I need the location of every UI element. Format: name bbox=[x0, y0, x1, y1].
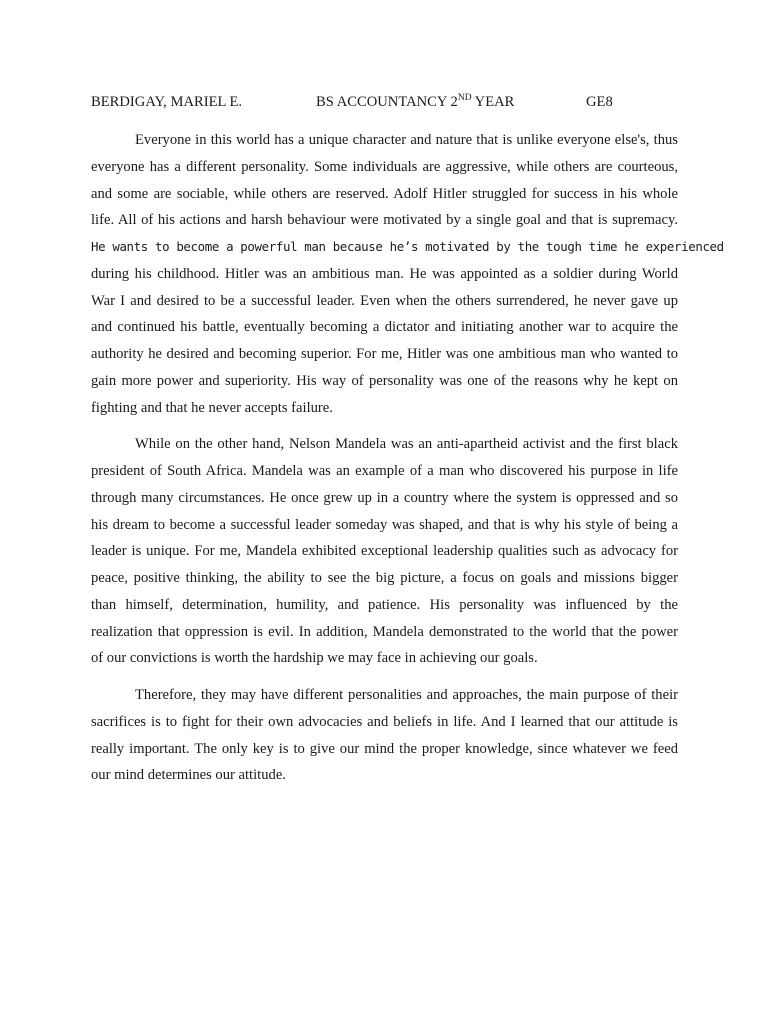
course-suffix: YEAR bbox=[471, 94, 515, 110]
paragraph-line: president of South Africa. Mandela was an example of a man who discovered his purpose in life bbox=[91, 463, 678, 479]
paragraph-line: realization that oppression is evil. In addition, Mandela demonstrated to the world that the power bbox=[91, 623, 678, 640]
paragraph-line: He wants to become a powerful man because he’s motivated by the tough time he experienced bbox=[91, 239, 724, 254]
paragraph-line: his dream to become a successful leader someday was shaped, and that is why his style of being a bbox=[91, 516, 678, 533]
paragraph-line: Everyone in this world has a unique character and nature that is unlike everyone else's, thus bbox=[135, 132, 678, 148]
paragraph-line: and some are sociable, while others are reserved. Adolf Hitler struggled for success in his whole bbox=[91, 185, 678, 202]
paragraph-line: sacrifices is to fight for their own advocacies and beliefs in life. And I learned that our attitude is bbox=[91, 713, 678, 730]
paragraph-line: While on the other hand, Nelson Mandela was an anti-apartheid activist and the first black bbox=[135, 436, 678, 453]
paragraph-line: than himself, determination, humility, and patience. His personality was influenced by the bbox=[91, 596, 678, 613]
paragraph-line: through many circumstances. He once grew up in a country where the system is oppressed and so bbox=[91, 489, 678, 506]
paragraph-line: peace, positive thinking, the ability to see the big picture, a focus on goals and missions bigger bbox=[91, 570, 678, 586]
paragraph-line: authority he desired and becoming superior. For me, Hitler was one ambitious man who wanted to bbox=[91, 346, 678, 362]
paragraph-mandela bbox=[91, 431, 678, 672]
paragraph-line: really important. The only key is to give our mind the proper knowledge, since whatever we feed bbox=[91, 740, 678, 757]
course-year bbox=[316, 92, 514, 112]
paragraph-line: Therefore, they may have different personalities and approaches, the main purpose of their bbox=[135, 687, 678, 703]
course-prefix: BS ACCOUNTANCY 2 bbox=[316, 94, 458, 110]
paragraph-line: our mind determines our attitude. bbox=[91, 767, 286, 784]
paragraph-line: leader is unique. For me, Mandela exhibited exceptional leadership qualities such as advocacy for bbox=[91, 543, 678, 560]
paragraph-line: life. All of his actions and harsh behaviour were motivated by a single goal and that is supremacy. bbox=[91, 212, 678, 229]
course-ordinal-suffix: ND bbox=[457, 93, 472, 103]
paragraph-line: fighting and that he never accepts failure. bbox=[91, 399, 333, 416]
paragraph-line: and continued his battle, eventually becoming a dictator and initiating another war to acquire the bbox=[91, 319, 678, 336]
paragraph-hitler bbox=[91, 127, 724, 421]
paragraph-line: War I and desired to be a successful leader. Even when the others surrendered, he never gave up bbox=[91, 292, 678, 309]
paragraph-line: everyone has a different personality. Some individuals are aggressive, while others are courteous, bbox=[91, 158, 678, 175]
document-header bbox=[91, 92, 691, 114]
essay-body bbox=[91, 127, 724, 799]
paragraph-line: during his childhood. Hitler was an ambitious man. He was appointed as a soldier during World bbox=[91, 265, 678, 282]
paragraph-conclusion bbox=[91, 682, 678, 789]
student-name: BERDIGAY, MARIEL E. bbox=[91, 94, 243, 110]
paragraph-line: gain more power and superiority. His way of personality was one of the reasons why he kept on bbox=[91, 372, 678, 389]
subject-code: GE8 bbox=[586, 94, 613, 110]
paragraph-line: of our convictions is worth the hardship we may face in achieving our goals. bbox=[91, 650, 538, 667]
